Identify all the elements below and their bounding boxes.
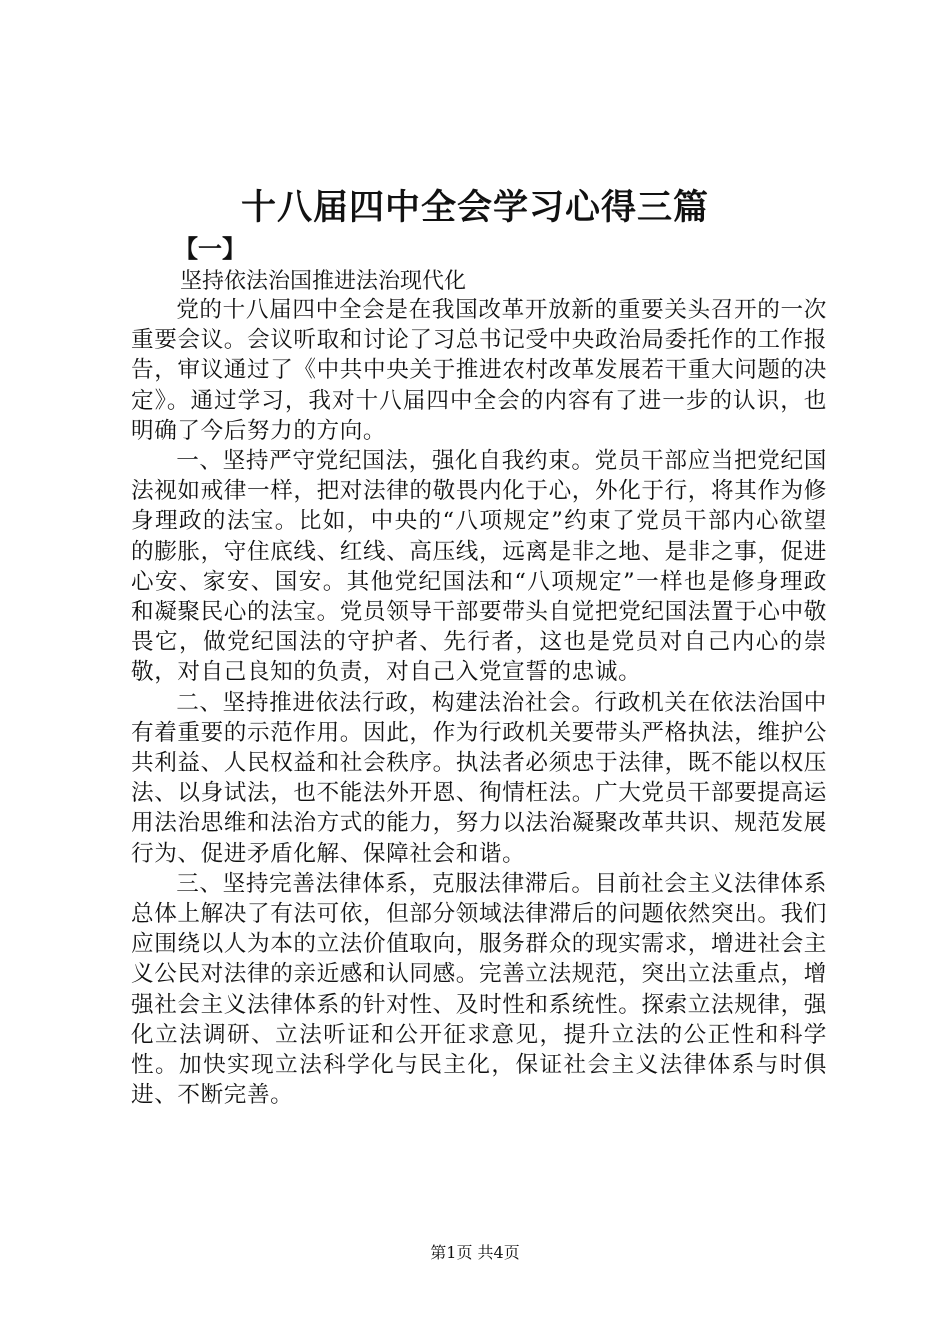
paragraph-point-three: 三、坚持完善法律体系，克服法律滞后。目前社会主义法律体系总体上解决了有法可依，但部分领域法律滞后的问题依然突出。我们应围绕以人为本的立法价值取向，服务群众的现实需求，增进社会主义公民对法律的亲近感和认同感。完善立法规范，突出立法重点，增强社会主义法律体系的针对性、及时性和系统性。探索立法规律，强化立法调研、立法听证和公开征求意见，提升立法的公正性和科学性。加快实现立法科学化与民主化，保证社会主义法律体系与时俱进、不断完善。 [131, 870, 827, 1109]
paragraph-point-one: 一、坚持严守党纪国法，强化自我约束。党员干部应当把党纪国法视如戒律一样，把对法律的敬畏内化于心，外化于行，将其作为修身理政的法宝。比如，中央的“八项规定”约束了党员干部内心欲望的膨胀，守住底线、红线、高压线，远离是非之地、是非之事，促进心安、家安、国安。其他党纪国法和“八项规定”一样也是修身理政和凝聚民心的法宝。党员领导干部要带头自觉把党纪国法置于心中敬畏它，做党纪国法的守护者、先行者，这也是党员对自己内心的崇敬，对自己良知的负责，对自己入党宣誓的忠诚。 [131, 448, 827, 686]
paragraph-point-two: 二、坚持推进依法行政，构建法治社会。行政机关在依法治国中有着重要的示范作用。因此，作为行政机关要带头严格执法，维护公共利益、人民权益和社会秩序。执法者必须忠于法律，既不能以权压法、以身试法，也不能法外开恩、徇情枉法。广大党员干部要提高运用法治思维和法治方式的能力，努力以法治凝聚改革共识、规范发展行为、促进矛盾化解、保障社会和谐。 [131, 689, 827, 867]
document-body [131, 295, 827, 1110]
page-number-footer: 第1页 共4页 [430, 1243, 520, 1262]
section-subtitle: 坚持依法治国推进法治现代化 [180, 269, 467, 294]
section-label: 【一】 [174, 234, 246, 263]
paragraph-intro: 党的十八届四中全会是在我国改革开放新的重要关头召开的一次重要会议。会议听取和讨论了习总书记受中央政治局委托作的工作报告，审议通过了《中共中央关于推进农村改革发展若干重大问题的决定》。通过学习，我对十八届四中全会的内容有了进一步的认识，也明确了今后努力的方向。 [131, 297, 827, 444]
document-title: 十八届四中全会学习心得三篇 [240, 187, 709, 228]
